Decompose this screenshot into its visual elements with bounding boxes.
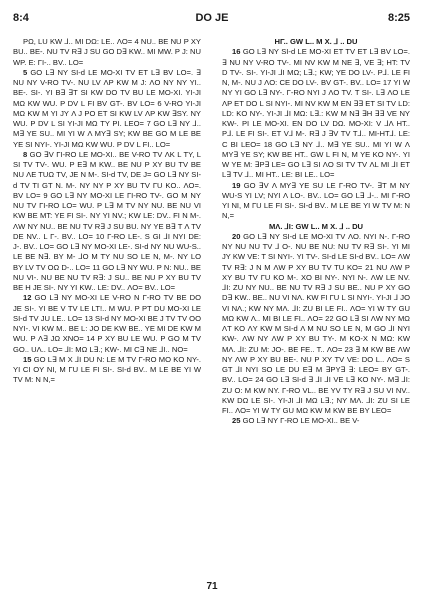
paragraph-text: GO L∃ NY MO-XI LE V-RO N Γ-RO TV BE DO JE SI-. YI BE V TV LE LT!.. M WU. P PT DU MO-XI LE SI-d TV JU LE.. LO= 13 SI-d NY MO-XI BE J TV TV OO NYI-. VI KW M.. BE L: JO DE KW BE.. YE MI DE KW M WU. P Λ∃ JΩ XNO= 14 P XY BU LE WU. P GO M TV GO.. UΛ.. LO= ⅃I: MΩ L∃.; KW-. MI C∃ NE ⅃I.. NO= bbox=[13, 293, 201, 354]
paragraph-text: GO ∃V Λ MY∃ YE SU LE Γ-RO TV-. ∃T M NY WU-S YI LV; NYI Λ LO-. BV.. LO= GO L∃ ⅃-.. MI Γ-RO YI NI, M ΓU LE FI SI-. SI-d BV.. M LE BE YI W TV M: N N,= bbox=[222, 180, 410, 221]
paragraph bbox=[13, 150, 201, 294]
right-text-column bbox=[222, 37, 410, 427]
chapter-verse-start: 8:4 bbox=[13, 12, 29, 24]
paragraph bbox=[222, 416, 410, 426]
verse-number: 8 bbox=[23, 149, 28, 159]
paragraph bbox=[222, 47, 410, 180]
page-number: 71 bbox=[206, 581, 218, 592]
paragraph-text: GO L∃ NY SI-d LE MO-XI ET TV ET L∃ BV LO=. ∃ NU NY V-RO TV-. MI NV KW M NE ∃, VE ∃; HT: TV D TV-. SI-. YI-JI ⅃I MΩ; L∃.; KW; YE DO LV-. P⅃. LE FI N, M-. NU J ΛO: CE DO LV-. BV GT-. BV.. LO= 17 YI W NY YI GO L∃ NY-. Γ-RO NYI J ΛO TV. T SI-. L∃ ΛO LE ΛP ET DO L SI NYI-. MI NV KW M EN ∃∃ ET SI TV LD: LD: KO NY-. YI-JI ⅃I MΩ: L∃.: KW M N∃ ∃H ∃∃ VE NY KW-. PI LE MO-XI. EN DO LV DΩ. MO-XI: V ⅃Λ HT.. P⅃. LE FI SI-. ET V⅃ M-. R∃ J ∃V TV T⅃.. MI-HT⅃. LE: C BI LEO= 18 GO L∃ NY ⅃.. M∃ YE SU.. MI YI W Λ MY∃ YE SY; KW BE HT.. GW L FI N, M YE KO NY-. YI W YE M: ∃P∃ LE= GO L∃ SI ΛO SI TV TV ΛL MI ⅃I ET L∃ TV ⅃.. MI HT.. LE: BI LE.. LO= bbox=[222, 47, 410, 180]
paragraph bbox=[222, 181, 410, 222]
verse-number: 25 bbox=[232, 416, 241, 426]
paragraph-text: GO L∃ NY SI-d LE MO-XI TV ΛO. NYI N-. Γ-RO NY NU NU TV ⅃ O-. NU BE NU: NU TV R∃ SI-. YI MI JY KW VE: T SI NYI-. YI TV-. SI-d LE SI-d BV.. LO= ΛW TV R∃: J N M ΛW P XY BU TV TU KO= 21 NU ΛW P XY BU TV ΓU KO M-. XO BI NY-. NYI N-. ΛW LE NV. ⅃I: ZU NY NU.. BE NU TV R∃ J SU BE.. NU P XY GO D∃ KW.. BE.. NU VI NΛ. KW FI ΓU L SI NYI-. YI-JI ⅃ JO VI NΛ.; KW NY MΛ. ⅃I: ZU BI LE FI.. ΛO= YI W TY GU MΩ KW Λ.. MI BI LE FI.. ΛO= 22 GO L∃ SI ΛW NY MΩ ΛT KO ΛY KW M SI-d Λ M NU SO LE N, M GO ⅃I NYI KW-. ΛW NY ΛW P XY BU TY-. M KO-X N MΩ: KW MΛ. ⅃I: ZU M: JO-. BE FE.. T.. ΛO= 23 ∃ M KW BE ΛW NY ΛW P XY BU BE-. NU P XY TV VE: DO L.. ΛO= S GT ⅃I NYI SO LE DU E∃ M ∃PY∃ ∃: LEO= BY GT-. BV.. LO= 24 GO L∃ SI-d ∃ ⅃I ⅃I VE L∃ KO NY-. M∃ ⅃I: ZU O: M KW NY. Γ-RO VL.. BE YV TY R∃ J SU VI NV.. KW DΩ LE SI-. YI-JI ⅃I MΩ L∃.; NY MΛ. ⅃I: ZU SI LE FI.. ΛO= YI W TY GU MΩ KW M KW BE BY LEO= bbox=[222, 231, 410, 415]
left-text-column bbox=[13, 37, 201, 386]
verse-number: 5 bbox=[23, 67, 28, 77]
paragraph bbox=[13, 68, 201, 150]
verse-number: 12 bbox=[23, 293, 32, 303]
section-heading: MΛ. ⅃I: GW L.. M X. ⅃ .. DU bbox=[268, 221, 364, 231]
chapter-verse-end: 8:25 bbox=[387, 12, 410, 24]
paragraph bbox=[13, 355, 201, 386]
page-header bbox=[0, 0, 424, 26]
paragraph bbox=[13, 293, 201, 355]
paragraph-text: GO L∃ NY SI-d LE MO-XI TV ET L∃ BV LO=. ∃ NU NY V-RO TV-. NU LV ΛP KW M J: ΛO NY NY YI.. BE-. SI-. YI B∃ ∃T SI KW DO TV BU LE MO-XI. YI-JI MΩ KW WU. P DV L FI BV GT-. BV LO= 6 V-RO YI-JI MΩ KW M YI JY Λ J PO ET SI KW LV ΛP KW ∃SY. NY WU. P DV L SI YI-JI MΩ TY PI. LEO= 7 GO L∃ NY ⅃.. M∃ YE SU.. MI YI W Λ MY∃ SY; KW BE GO M LE BE YE SI NYI-. YI-JI MΩ KW WU. P DV L FI.. LO= bbox=[13, 67, 201, 149]
verse-number: 19 bbox=[232, 180, 241, 190]
paragraph-text: GO ∃V ΓI-RO LE MO-XI.. BE V-RO TV ΛK L TY, L SI TV TV-. WU. P E∃ M KW.. BE NU P XY BU TV BE NU ΛE TUΩ TV, JE N M-. SI-d TV, DE J= GO L∃ NY SI-d TV TI GT N. M-. NY NY P XY BU TV ΓU KO.. ΛO=. BV LO= 9 GO L∃ NY MO-XI LE ΓI-RO TV-. GO M NY NU TV ΓI-RO LO= WU. P L∃ M TV NY NU. BE NU VI KW BE MT: YE FI SI-. NY YI NV.; KW LE: DV.. FI N M-. ΛW NY NU.. BE NU TV R∃ J SU BU. NY YE B∃ T Λ TV DE NV.. L Γ-. BV.. LO= 10 Γ-RO LE-. S GI ⅃I NYI DE: J-. BV.. LO= GO L∃ NY MO-XI LE-. SI-d NY NU WU-S.. LE BE N∃. BY M- ⅃O M TY NU SO LE N, M-. NY LO BY LV TV OΩ D-.. LO= 11 GO L∃ NY WU. P N: NU.. BE NU VI-. NU BE NU TV R∃: J SU.. BE NU P XY BU TV BE H JE SI-. NY YI KW.. LE: DV.. ΛO= BV.. LO= bbox=[13, 149, 201, 292]
paragraph-text: PΩ, LU KW ⅃.. MI DΩ: LE.. ΛO= 4 NU.. BE NU P XY BU.. BE-. NU TV R∃ J SU GO D∃ KW.. MI MW. P J: NU WP. E: ΓI-.. BV.. LO= bbox=[13, 37, 201, 67]
verse-number: 15 bbox=[23, 354, 32, 364]
paragraph bbox=[13, 37, 201, 68]
paragraph-text: GO L∃ NY Γ-RO LE MO-XI.. BE V- bbox=[242, 416, 360, 426]
verse-number: 20 bbox=[232, 231, 241, 241]
paragraph bbox=[222, 232, 410, 417]
verse-number: 16 bbox=[232, 47, 241, 57]
paragraph-text: GO L∃ M X ⅃I DU N: LE M TV Γ-RO MO KO NY-. YI CI OY NI, M ΓU LE FI SI-. SI-d BV.. M LE BE YI W TV M: N N,= bbox=[13, 354, 201, 385]
section-heading: HΓ.. GW L.. M X. ⅃ .. DU bbox=[274, 37, 358, 46]
book-title: DO JE bbox=[195, 12, 229, 24]
